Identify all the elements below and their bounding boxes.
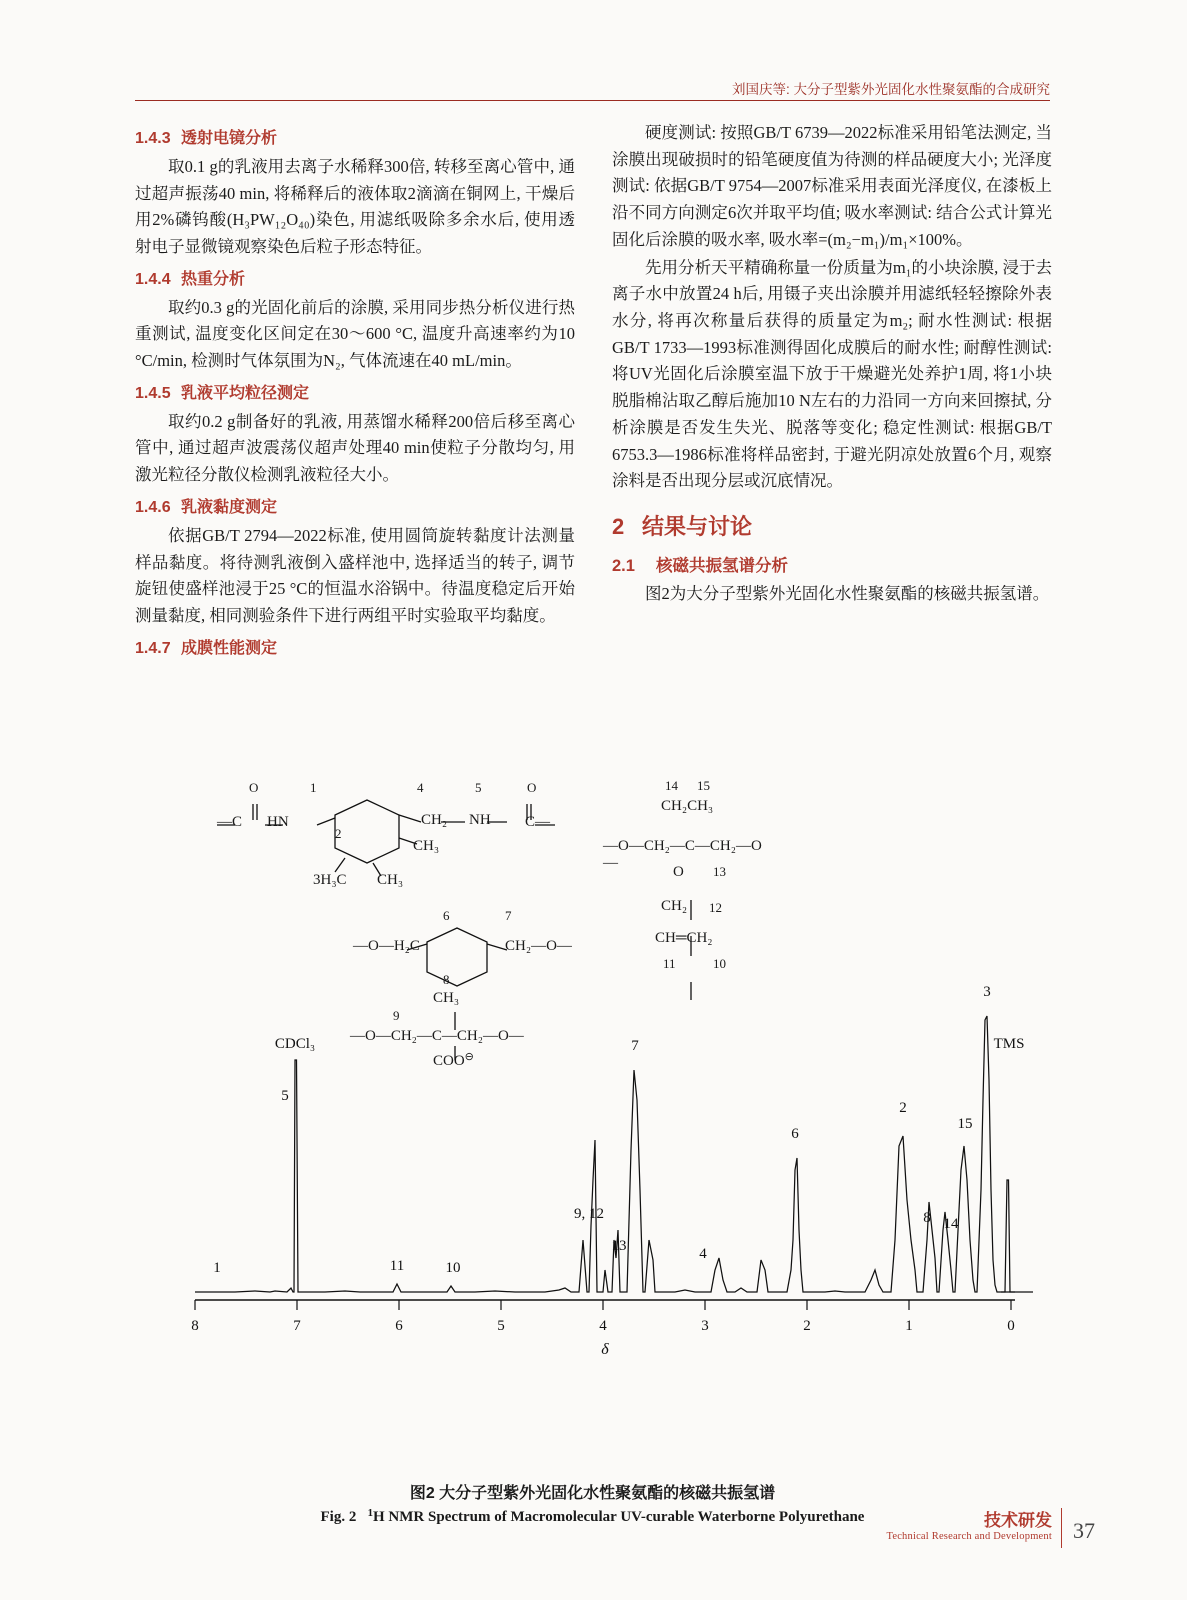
running-head: 刘国庆等: 大分子型紫外光固化水性聚氨酯的合成研究 — [731, 82, 1050, 97]
label-o-h2c: —O—H₂C — [353, 938, 420, 954]
label-ch2-b: CH₂ — [661, 898, 688, 914]
label-num-12: 12 — [709, 900, 722, 915]
label-3h3c: 3H₃C — [313, 872, 347, 888]
heading-nmr-analysis — [612, 553, 1052, 580]
section-number: 1.4.7 — [135, 639, 171, 657]
label-o-1: O — [249, 780, 259, 795]
svg-text:15: 15 — [957, 1116, 973, 1132]
svg-text:δ: δ — [601, 1341, 609, 1358]
svg-text:8: 8 — [923, 1210, 931, 1226]
svg-text:8: 8 — [191, 1318, 199, 1334]
heading-number: 2 — [612, 514, 625, 540]
label-chain-d: —O—CH₂—C—CH₂—O— — [350, 1028, 524, 1044]
label-num-13: 13 — [713, 864, 726, 879]
label-num-8: 8 — [443, 972, 450, 987]
svg-text:7: 7 — [293, 1318, 301, 1334]
svg-text:TMS: TMS — [993, 1036, 1025, 1052]
figure-2 — [135, 760, 1050, 1460]
svg-text:13: 13 — [611, 1238, 627, 1254]
label-num-7: 7 — [505, 908, 512, 923]
svg-text:11: 11 — [389, 1258, 405, 1274]
svg-text:10: 10 — [445, 1260, 461, 1276]
svg-text:5: 5 — [281, 1088, 289, 1104]
svg-text:9, 12: 9, 12 — [574, 1206, 604, 1222]
label-coo: COO⊖ — [433, 1051, 474, 1069]
label-num-4: 4 — [417, 780, 424, 795]
caption-superscript: 1 — [367, 1507, 374, 1519]
paragraph-water-absorption: 先用分析天平精确称量一份质量为m₁的小块涂膜, 浸于去离子水中放置24 h后, 用镊子夹出涂膜并用滤纸轻轻擦除外表水分, 将再次称量后获得的质量定为m₂; 耐水性测试: 根据GB/T 1733—1993标准测得固化成膜后的耐水性; 耐醇性测试: 将UV光固化后涂膜室温下放于干燥避光处养护1周, 将1小块脱脂棉沾取乙醇后施加10 N左右的力沿同一方向来回擦拭, 分析涂膜是否发生失光、脱落等变化; 稳定性测试: 根据GB/T 6753.3—1986标准将样品密封, 于避光阴凉处放置6个月, 观察涂料是否出现分层或沉底情况。 — [612, 257, 1052, 491]
section-title: 热重分析 — [181, 270, 246, 288]
heading-results-discussion — [612, 509, 1052, 545]
section-heading-1-4-5 — [135, 381, 575, 407]
footer-section-cn: 技术研发 — [984, 1511, 1052, 1530]
label-ch2-o: CH₂—O— — [505, 938, 572, 954]
svg-text:2: 2 — [899, 1100, 907, 1116]
nmr-svg — [175, 940, 1035, 1360]
caption-english-prefix: Fig. 2 — [320, 1508, 357, 1525]
label-num-11: 11 — [663, 956, 676, 971]
svg-text:5: 5 — [497, 1318, 505, 1334]
svg-text:4: 4 — [699, 1246, 707, 1262]
label-c-right: C— — [525, 814, 551, 830]
svg-text:CDCl₃: CDCl₃ — [274, 1036, 316, 1052]
heading-title: 结果与讨论 — [642, 514, 753, 540]
paragraph-1-4-3: 取0.1 g的乳液用去离子水稀释300倍, 转移至离心管中, 通过超声振荡40 min, 将稀释后的液体取2滴滴在铜网上, 干燥后用2%磷钨酸(H₃PW₁₂O₄₀)染色, 用滤纸吸除多余水后, 使用透射电子显微镜观察染色后粒子形态特征。 — [135, 156, 575, 257]
section-title: 透射电镜分析 — [181, 130, 278, 147]
label-num-6: 6 — [443, 908, 450, 923]
running-head-rule — [135, 100, 1050, 101]
paragraph-1-4-6: 依据GB/T 2794—2022标准, 使用圆筒旋转黏度计法测量样品黏度。将待测乳液倒入盛样池中, 选择适当的转子, 调节旋钮使盛样池浸于25 °C的恒温水浴锅中。待温度稳定后开始测量黏度, 相同测验条件下进行两组平时实验取平均黏度。 — [135, 525, 575, 625]
section-number: 1.4.4 — [135, 270, 171, 288]
section-heading-1-4-6 — [135, 495, 575, 521]
svg-text:1: 1 — [905, 1318, 913, 1334]
svg-text:0: 0 — [1007, 1318, 1015, 1334]
label-ch3-b: CH₃ — [377, 872, 404, 888]
label-chain-b: —O—CH₂—C—CH₂—O— — [603, 838, 762, 871]
label-hn: HN — [267, 814, 289, 830]
label-c-left: —C — [217, 814, 243, 830]
label-nh: NH — [469, 812, 491, 828]
svg-text:2: 2 — [803, 1318, 811, 1334]
paragraph-hardness-test: 硬度测试: 按照GB/T 6739—2022标准采用铅笔法测定, 当涂膜出现破损时的铅笔硬度值为待测的样品硬度大小; 光泽度测试: 依据GB/T 9754—2007标准采用表面光泽度仪, 在漆板上沿不同方向测定6次并取平均值; 吸水率测试: 结合公式计算光固化后涂膜的吸水率, 吸水率=(m₂−m₁)/m₁×100%。 — [612, 123, 1052, 249]
label-num-5: 5 — [475, 780, 482, 795]
section-number: 1.4.3 — [135, 130, 171, 147]
right-column — [612, 120, 1052, 609]
paragraph-1-4-5: 取约0.2 g制备好的乳液, 用蒸馏水稀释200倍后移至离心管中, 通过超声波震荡仪超声处理40 min使粒子分散均匀, 用激光粒径分散仪检测乳液粒径大小。 — [135, 411, 575, 485]
caption-english-text: H NMR Spectrum of Macromolecular UV-curable Waterborne Polyurethane — [373, 1508, 865, 1525]
page-number: 37 — [1073, 1518, 1095, 1543]
label-num-2: 2 — [335, 826, 342, 841]
label-num-9: 9 — [393, 1008, 400, 1023]
section-title: 乳液平均粒径测定 — [181, 384, 310, 402]
label-num-10: 10 — [713, 956, 726, 971]
section-title: 乳液黏度测定 — [181, 498, 278, 516]
label-num-15: 15 — [697, 778, 710, 793]
footer — [886, 1506, 1052, 1542]
caption-chinese: 图2 大分子型紫外光固化水性聚氨酯的核磁共振氢谱 — [409, 1485, 776, 1502]
label-num-1: 1 — [310, 780, 317, 795]
section-number: 1.4.6 — [135, 498, 171, 516]
nmr-spectrum-plot — [175, 940, 1035, 1360]
left-column — [135, 120, 575, 664]
heading-number: 2.1 — [612, 556, 635, 575]
paragraph-figure-ref: 图2为大分子型紫外光固化水性聚氨酯的核磁共振氢谱。 — [645, 584, 1050, 604]
label-ch2ch3: CH₂CH₃ — [661, 798, 714, 814]
heading-title: 核磁共振氢谱分析 — [656, 556, 788, 575]
label-o-2: O — [527, 780, 537, 795]
svg-text:1: 1 — [213, 1260, 221, 1276]
svg-text:7: 7 — [631, 1038, 639, 1054]
svg-text:6: 6 — [395, 1318, 403, 1334]
label-o-b: O — [673, 864, 684, 880]
label-ch3-d: CH₃ — [433, 990, 460, 1006]
section-heading-1-4-3 — [135, 126, 575, 152]
label-ch-ch2: CH═CH₂ — [655, 930, 713, 946]
paragraph-1-4-4: 取约0.3 g的光固化前后的涂膜, 采用同步热分析仪进行热重测试, 温度变化区间定在30～600 °C, 温度升高速率约为10 °C/min, 检测时气体氛围为N₂, 气体流速在40 mL/min。 — [135, 297, 575, 371]
footer-rule — [1061, 1508, 1062, 1548]
svg-text:14: 14 — [943, 1216, 959, 1232]
label-ch3-a: CH₃ — [413, 838, 440, 854]
section-heading-1-4-7 — [135, 636, 575, 662]
svg-text:3: 3 — [701, 1318, 709, 1334]
section-number: 1.4.5 — [135, 384, 171, 402]
label-ch2: CH₂ — [421, 812, 448, 828]
section-title: 成膜性能测定 — [181, 639, 278, 657]
svg-text:3: 3 — [983, 984, 991, 1000]
footer-section-en: Technical Research and Development — [886, 1531, 1052, 1542]
section-heading-1-4-4 — [135, 267, 575, 293]
label-num-14: 14 — [665, 778, 678, 793]
svg-text:4: 4 — [599, 1318, 607, 1334]
svg-text:6: 6 — [791, 1126, 799, 1142]
